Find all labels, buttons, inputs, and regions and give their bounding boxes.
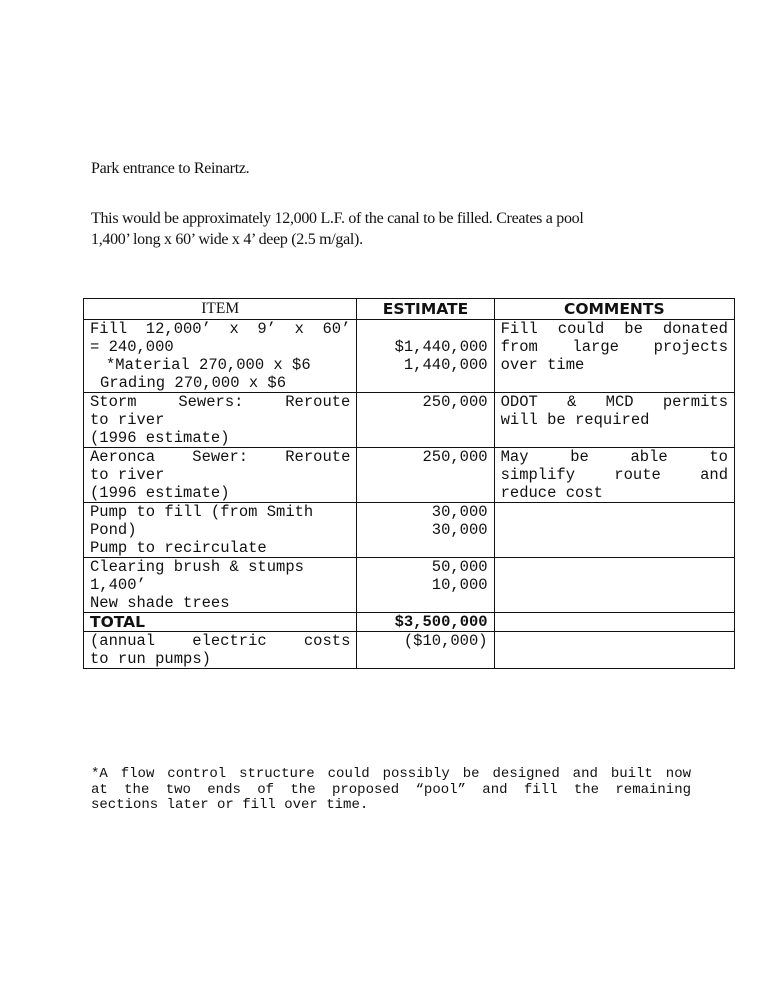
- header-item: ITEM: [84, 299, 357, 320]
- item-cell: [84, 558, 357, 613]
- comments-cell: [494, 503, 734, 558]
- item-line: Aeronca Sewer: Reroute: [90, 448, 351, 466]
- total-label: TOTAL: [84, 613, 357, 632]
- comment-line: reduce cost: [500, 484, 603, 502]
- page-heading: Park entrance to Reinartz.: [91, 160, 250, 177]
- item-line: (1996 estimate): [90, 484, 230, 502]
- estimate-line: 250,000: [422, 448, 488, 466]
- estimate-cell: [357, 503, 494, 558]
- estimate-line: $1,440,000: [394, 338, 488, 356]
- estimate-spacer: [363, 320, 487, 338]
- item-line: Fill 12,000’ x 9’ x 60’: [90, 320, 351, 338]
- comment-line: Fill could be donated: [500, 320, 728, 338]
- comment-line: from large projects: [500, 338, 728, 356]
- item-cell: [84, 632, 357, 669]
- annual-estimate: [357, 632, 494, 669]
- estimate-line: ($10,000): [403, 632, 488, 650]
- comments-cell: [494, 632, 734, 669]
- item-line: = 240,000: [90, 338, 174, 356]
- intro-paragraph: [91, 208, 711, 250]
- cost-estimate-table: [83, 298, 735, 669]
- comment-line: ODOT & MCD permits: [500, 393, 728, 411]
- comments-cell: [494, 613, 734, 632]
- table-row: [84, 320, 735, 393]
- estimate-cell: [357, 393, 494, 448]
- estimate-cell: [357, 558, 494, 613]
- total-row: [84, 613, 735, 632]
- total-estimate: $3,500,000: [357, 613, 494, 632]
- table-row: [84, 448, 735, 503]
- annual-cost-row: [84, 632, 735, 669]
- item-line: Grading 270,000 x $6: [100, 374, 287, 392]
- table-header-row: [84, 299, 735, 320]
- estimate-cell: [357, 320, 494, 393]
- table-row: [84, 393, 735, 448]
- footnote-line: sections later or fill over time.: [91, 797, 369, 813]
- header-comments: COMMENTS: [494, 299, 734, 320]
- item-line: Pump to fill (from Smith: [90, 503, 314, 521]
- item-cell: [84, 448, 357, 503]
- comments-cell: [494, 320, 734, 393]
- item-line: to run pumps): [90, 650, 211, 668]
- intro-line: 1,400’ long x 60’ wide x 4’ deep (2.5 m/gal).: [91, 231, 363, 248]
- item-line: (1996 estimate): [90, 429, 230, 447]
- intro-line: This would be approximately 12,000 L.F. of the canal to be filled. Creates a pool: [91, 210, 584, 227]
- estimate-line: 50,000: [431, 558, 488, 576]
- estimate-line: 30,000: [431, 521, 488, 539]
- estimate-line: 10,000: [431, 576, 488, 594]
- item-line: *Material 270,000 x $6: [106, 356, 311, 374]
- footnote: [91, 767, 691, 814]
- comment-line: simplify route and: [500, 466, 728, 484]
- estimate-line: 250,000: [422, 393, 488, 411]
- comment-line: over time: [500, 356, 585, 374]
- item-line: (annual electric costs: [90, 632, 351, 650]
- item-line: Storm Sewers: Reroute: [90, 393, 351, 411]
- table-row: [84, 503, 735, 558]
- item-line: Pond): [90, 521, 137, 539]
- comments-cell: [494, 558, 734, 613]
- estimate-line: 1,440,000: [403, 356, 488, 374]
- footnote-line: at the two ends of the proposed “pool” and fill the remaining: [91, 781, 691, 798]
- item-cell: [84, 393, 357, 448]
- item-line: Pump to recirculate: [90, 539, 267, 557]
- item-cell: [84, 503, 357, 558]
- item-line: New shade trees: [90, 594, 230, 612]
- table-row: [84, 558, 735, 613]
- item-cell: [84, 320, 357, 393]
- header-estimate: ESTIMATE: [357, 299, 494, 320]
- footnote-line: *A flow control structure could possibly be designed and built now: [91, 766, 691, 782]
- comment-line: May be able to: [500, 448, 728, 466]
- comments-cell: [494, 393, 734, 448]
- comment-line: will be required: [500, 411, 650, 429]
- estimate-line: 30,000: [431, 503, 488, 521]
- comments-cell: [494, 448, 734, 503]
- item-line: 1,400’: [90, 576, 146, 594]
- item-line: to river: [90, 466, 165, 484]
- item-line: to river: [90, 411, 165, 429]
- estimate-cell: [357, 448, 494, 503]
- item-line: Clearing brush & stumps: [90, 558, 304, 576]
